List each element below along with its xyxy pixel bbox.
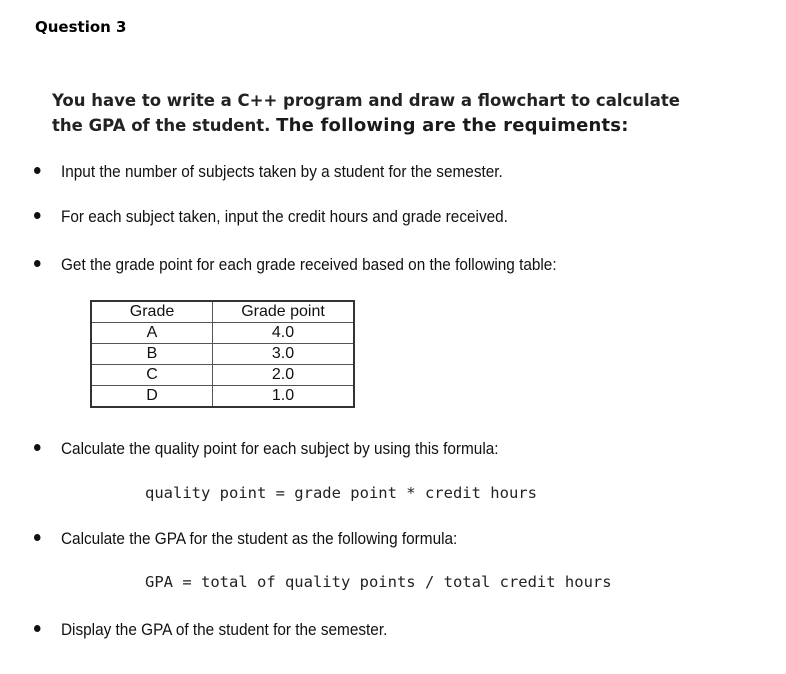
table-cell-grade-point: 3.0 <box>213 344 355 365</box>
table-cell-grade-point: 2.0 <box>213 365 355 386</box>
table-row <box>91 344 354 365</box>
question-title: Question 3 <box>35 18 127 36</box>
bullet-text: For each subject taken, input the credit hours and grade received. <box>60 208 508 226</box>
gpa-formula: GPA = total of quality points / total credit hours <box>145 573 612 591</box>
table-row <box>91 386 354 408</box>
table-row <box>91 365 354 386</box>
table-cell-grade: A <box>91 323 213 344</box>
requirements-heading: The following are the requiments: <box>276 115 629 136</box>
grade-point-table <box>90 300 355 408</box>
quality-point-formula: quality point = grade point * credit hours <box>145 484 537 502</box>
instructions-line-1: You have to write a C++ program and draw a flowchart to calculate <box>52 91 680 110</box>
instructions-paragraph <box>52 88 752 138</box>
bullet-text: Get the grade point for each grade received based on the following table: <box>60 256 557 274</box>
table-row <box>91 323 354 344</box>
table-cell-grade: D <box>91 386 213 408</box>
table-header-grade: Grade <box>91 301 213 323</box>
bullet-icon <box>34 444 41 451</box>
bullet-item <box>34 440 499 459</box>
instructions-line-2 <box>52 113 752 138</box>
table-cell-grade-point: 1.0 <box>213 386 355 408</box>
bullet-item <box>34 530 457 549</box>
table-cell-grade: B <box>91 344 213 365</box>
bullet-icon <box>34 625 41 632</box>
bullet-icon <box>34 260 41 267</box>
bullet-icon <box>34 534 41 541</box>
bullet-item <box>34 208 508 227</box>
bullet-icon <box>34 167 41 174</box>
bullet-text: Input the number of subjects taken by a student for the semester. <box>60 163 503 181</box>
bullet-item <box>34 163 503 182</box>
table-cell-grade-point: 4.0 <box>213 323 355 344</box>
table-header-grade-point: Grade point <box>213 301 355 323</box>
bullet-icon <box>34 212 41 219</box>
bullet-item <box>34 256 557 275</box>
bullet-text: Calculate the quality point for each subject by using this formula: <box>60 440 499 458</box>
bullet-text: Calculate the GPA for the student as the following formula: <box>60 530 458 548</box>
bullet-item <box>34 621 387 640</box>
table-header-row <box>91 301 354 323</box>
table-cell-grade: C <box>91 365 213 386</box>
bullet-text: Display the GPA of the student for the semester. <box>60 621 388 639</box>
instructions-line-2-start: the GPA of the student. <box>52 116 277 135</box>
